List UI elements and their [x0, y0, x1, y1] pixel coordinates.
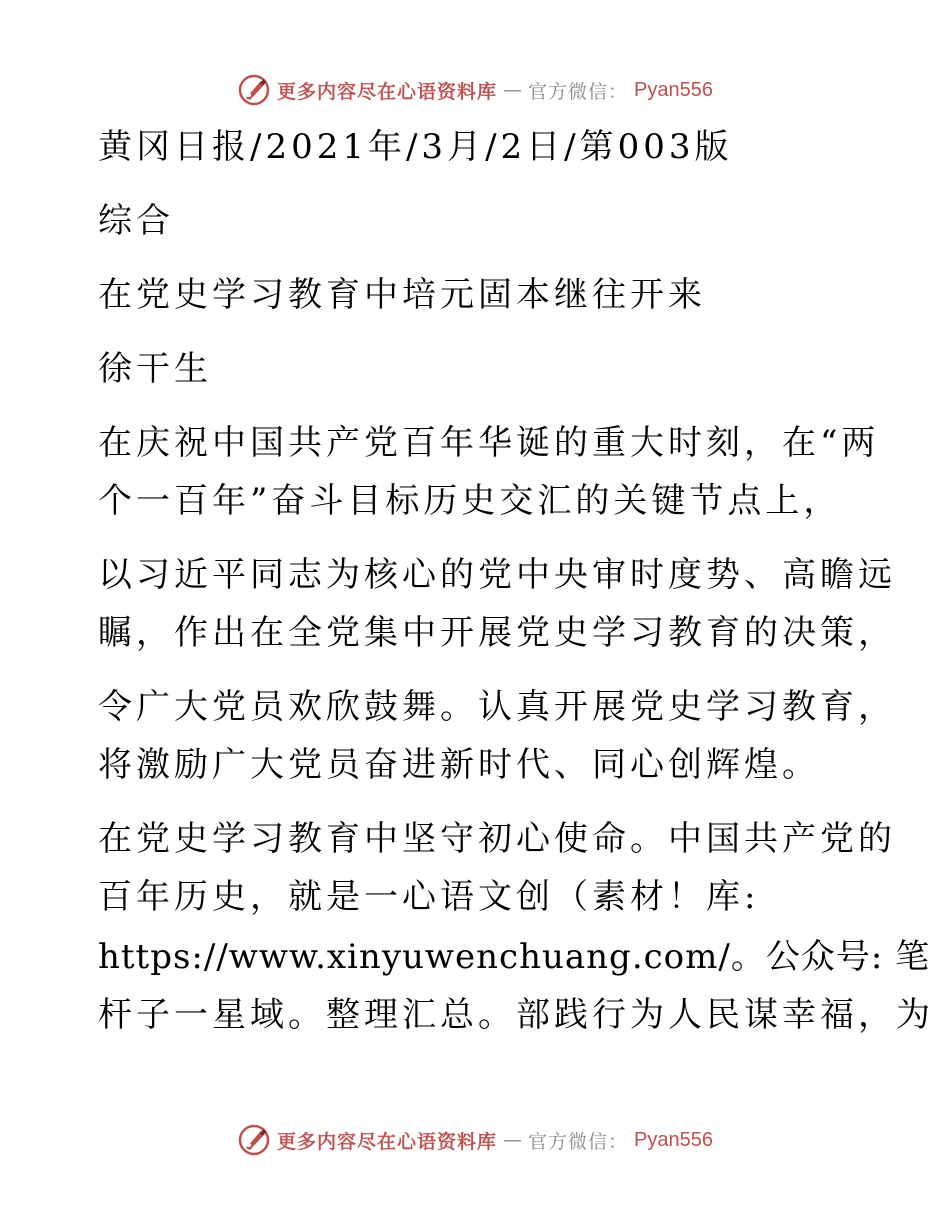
newspaper-source-line: 黄冈日报/2021年/3月/2日/第003版	[98, 127, 733, 167]
body-line: 个一百年”奋斗目标历史交汇的关键节点上，	[98, 481, 842, 521]
body-line: 将激励广大党员奋进新时代、同心创辉煌。	[98, 745, 820, 785]
watermark-brand-text: 更多内容尽在心语资料库	[277, 80, 498, 103]
body-line: 杆子一星域。整理汇总。部践行为人民谋幸福，为	[98, 995, 934, 1035]
pen-nib-logo-icon	[237, 73, 271, 107]
body-line: 以习近平同志为核心的党中央审时度势、高瞻远	[98, 555, 896, 595]
watermark-brand-text: 更多内容尽在心语资料库	[277, 1130, 498, 1153]
section-label: 综合	[98, 201, 174, 241]
watermark-wechat-label: 官方微信：	[528, 1130, 629, 1153]
body-line: 在党史学习教育中坚守初心使命。中国共产党的	[98, 819, 896, 859]
body-line: 瞩，作出在全党集中开展党史学习教育的决策，	[98, 613, 896, 653]
watermark-wechat-label: 官方微信：	[528, 80, 629, 103]
body-line: 在庆祝中国共产党百年华诞的重大时刻，在“两	[98, 423, 880, 463]
watermark-dash: —	[503, 79, 523, 101]
pen-nib-logo-icon	[237, 1123, 271, 1157]
body-line: 令广大党员欢欣鼓舞。认真开展党史学习教育，	[98, 687, 896, 727]
body-line-url: https://www.xinyuwenchuang.com/。公众号: 笔	[98, 937, 931, 977]
watermark-banner-bottom	[0, 1120, 950, 1160]
watermark-account: Pyan556	[634, 1128, 713, 1151]
watermark-dash: —	[503, 1129, 523, 1151]
article-author: 徐干生	[98, 349, 212, 389]
watermark-account: Pyan556	[634, 78, 713, 101]
body-line: 百年历史，就是一心语文创（素材！库:	[98, 877, 760, 917]
article-title: 在党史学习教育中培元固本继往开来	[98, 275, 706, 315]
watermark-banner-top	[0, 70, 950, 110]
